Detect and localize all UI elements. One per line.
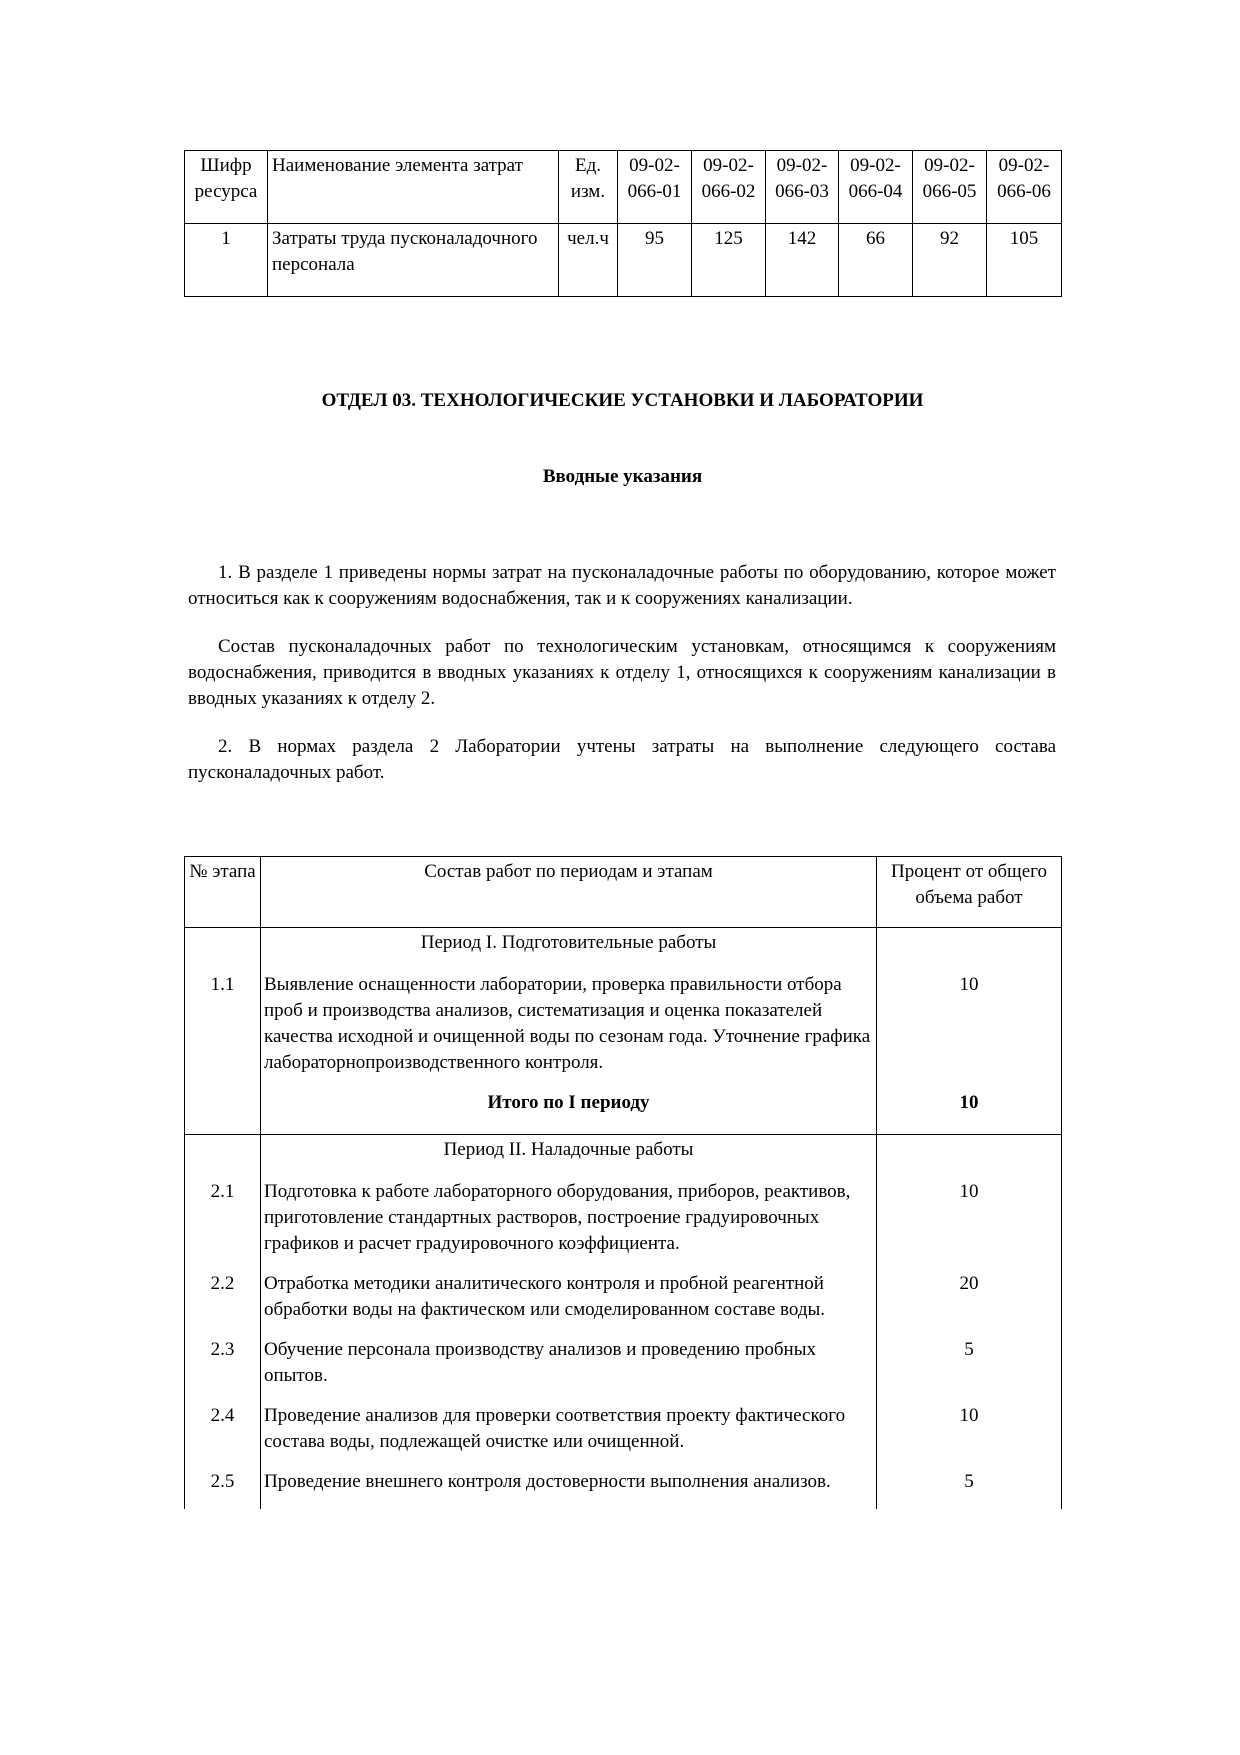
paragraph: 2. В нормах раздела 2 Лаборатории учтены затраты на выполнение следующего состава пусконаладочных работ. bbox=[188, 736, 1056, 783]
row-value: 66 bbox=[839, 224, 913, 297]
table-row bbox=[185, 1337, 1062, 1403]
stage-number: 2.3 bbox=[185, 1337, 261, 1403]
stage-percent: 20 bbox=[877, 1271, 1062, 1337]
stage-number: 2.2 bbox=[185, 1271, 261, 1337]
intro-title: Вводные указания bbox=[542, 466, 703, 487]
stages-table-header bbox=[185, 857, 1062, 928]
row-unit: чел.ч bbox=[559, 224, 618, 297]
stage-text: Отработка методики аналитического контроля и пробной реагентной обработки воды на фактическом или смоделированном составе воды. bbox=[261, 1271, 877, 1337]
period-total-label: Итого по I периоду bbox=[261, 1090, 877, 1135]
table-row bbox=[185, 224, 1062, 297]
header-column: 09-02-066-01 bbox=[618, 151, 692, 224]
header-work-composition: Состав работ по периодам и этапам bbox=[261, 857, 877, 928]
stage-percent: 10 bbox=[877, 972, 1062, 1090]
period-heading-row bbox=[185, 928, 1062, 973]
header-column: 09-02-066-06 bbox=[987, 151, 1062, 224]
stage-number: 2.5 bbox=[185, 1469, 261, 1509]
header-stage-number: № этапа bbox=[185, 857, 261, 928]
period-total-value: 10 bbox=[877, 1090, 1062, 1135]
period-title: Период I. Подготовительные работы bbox=[261, 928, 877, 973]
stage-percent: 10 bbox=[877, 1179, 1062, 1271]
row-value: 125 bbox=[692, 224, 766, 297]
period-total-row bbox=[185, 1090, 1062, 1135]
stage-text: Подготовка к работе лабораторного оборудования, приборов, реактивов, приготовление стандартных растворов, построение градуировочных графиков и расчет градуировочного коэффициента. bbox=[261, 1179, 877, 1271]
row-value: 95 bbox=[618, 224, 692, 297]
stage-percent: 5 bbox=[877, 1337, 1062, 1403]
header-column: 09-02-066-03 bbox=[766, 151, 839, 224]
row-name: Затраты труда пусконаладочного персонала bbox=[268, 224, 559, 297]
paragraph: 1. В разделе 1 приведены нормы затрат на пусконаладочные работы по оборудованию, которое может относиться как к сооружениям водоснабжения, так и к сооружениях канализации. bbox=[188, 562, 1056, 609]
header-code: Шифр ресурса bbox=[185, 151, 268, 224]
stage-number: 2.1 bbox=[185, 1179, 261, 1271]
stage-number: 1.1 bbox=[185, 972, 261, 1090]
header-percent: Процент от общего объема работ bbox=[877, 857, 1062, 928]
row-code: 1 bbox=[185, 224, 268, 297]
stage-text: Выявление оснащенности лаборатории, проверка правильности отбора проб и производства анализов, систематизация и оценка показателей качества исходной и очищенной воды по сезонам года. Уточнение графика лабораторнопроизводственного контроля. bbox=[261, 972, 877, 1090]
stage-percent: 5 bbox=[877, 1469, 1062, 1509]
section-title: ОТДЕЛ 03. ТЕХНОЛОГИЧЕСКИЕ УСТАНОВКИ И ЛАБОРАТОРИИ bbox=[321, 390, 924, 411]
header-column: 09-02-066-05 bbox=[913, 151, 987, 224]
row-value: 105 bbox=[987, 224, 1062, 297]
stage-text: Проведение анализов для проверки соответствия проекту фактического состава воды, подлежащей очистке или очищенной. bbox=[261, 1403, 877, 1469]
header-column: 09-02-066-04 bbox=[839, 151, 913, 224]
table-row bbox=[185, 1403, 1062, 1469]
stage-text: Обучение персонала производству анализов и проведению пробных опытов. bbox=[261, 1337, 877, 1403]
paragraph: Состав пусконаладочных работ по технологическим установкам, относящимся к сооружениям водоснабжения, приводится в вводных указаниях к отделу 1, относящихся к сооружениям канализации в вводных указаниях к отделу 2. bbox=[188, 636, 1056, 709]
row-value: 142 bbox=[766, 224, 839, 297]
stages-table bbox=[184, 856, 1062, 1509]
header-unit: Ед. изм. bbox=[559, 151, 618, 224]
stage-number: 2.4 bbox=[185, 1403, 261, 1469]
table-row bbox=[185, 1469, 1062, 1509]
table-row bbox=[185, 1271, 1062, 1337]
header-column: 09-02-066-02 bbox=[692, 151, 766, 224]
period-title: Период II. Наладочные работы bbox=[261, 1135, 877, 1180]
stage-percent: 10 bbox=[877, 1403, 1062, 1469]
stage-text: Проведение внешнего контроля достоверности выполнения анализов. bbox=[261, 1469, 877, 1509]
header-name: Наименование элемента затрат bbox=[268, 151, 559, 224]
resource-table bbox=[184, 150, 1062, 297]
period-heading-row bbox=[185, 1135, 1062, 1180]
table-row bbox=[185, 1179, 1062, 1271]
table-row bbox=[185, 972, 1062, 1090]
resource-table-header bbox=[185, 151, 1062, 224]
row-value: 92 bbox=[913, 224, 987, 297]
